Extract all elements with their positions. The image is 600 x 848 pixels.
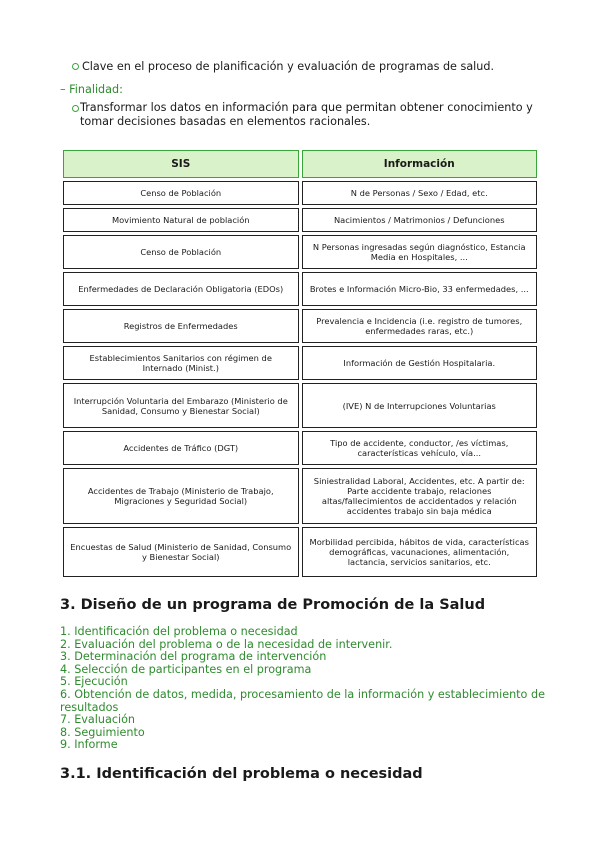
cell-sis: Censo de Población: [63, 235, 299, 269]
list-item: 3. Determinación del programa de intervención: [60, 650, 327, 664]
list-item: 9. Informe: [60, 738, 118, 752]
header-informacion: Información: [302, 150, 538, 178]
circle-bullet-icon: [72, 105, 79, 112]
cell-info: Prevalencia e Incidencia (i.e. registro de tumores, enfermedades raras, etc.): [302, 309, 538, 343]
cell-sis: Accidentes de Tráfico (DGT): [63, 431, 299, 465]
cell-sis: Accidentes de Trabajo (Ministerio de Trabajo, Migraciones y Seguridad Social): [63, 468, 299, 524]
cell-sis: Enfermedades de Declaración Obligatoria (EDOs): [63, 272, 299, 306]
table-row: [63, 383, 537, 428]
table-row: [63, 527, 537, 577]
finalidad-line: [60, 83, 123, 97]
cell-info: Nacimientos / Matrimonios / Defunciones: [302, 208, 538, 232]
intro-bullet-2: [72, 101, 552, 129]
finalidad-label: Finalidad:: [69, 83, 123, 96]
cell-info: (IVE) N de Interrupciones Voluntarias: [302, 383, 538, 428]
list-item: 7. Evaluación: [60, 713, 136, 727]
cell-info: Tipo de accidente, conductor, /es víctimas, características vehículo, vía...: [302, 431, 538, 465]
dash-bullet-icon: –: [60, 83, 70, 96]
list-item: 2. Evaluación del problema o de la necesidad de intervenir.: [60, 637, 393, 651]
sis-table: [60, 147, 540, 580]
cell-info: N de Personas / Sexo / Edad, etc.: [302, 181, 538, 205]
cell-sis: Registros de Enfermedades: [63, 309, 299, 343]
cell-sis: Movimiento Natural de población: [63, 208, 299, 232]
cell-sis: Censo de Población: [63, 181, 299, 205]
section-3-title: 3. Diseño de un programa de Promoción de la Salud: [60, 597, 486, 613]
list-item: 4. Selección de participantes en el programa: [60, 662, 312, 676]
section-3-1-title: 3.1. Identificación del problema o necesidad: [60, 766, 423, 782]
table-row: [63, 468, 537, 524]
circle-bullet-icon: [72, 63, 79, 70]
table-row: [63, 431, 537, 465]
steps-list: [60, 626, 550, 752]
list-item: 1. Identificación del problema o necesidad: [60, 625, 298, 638]
header-sis: SIS: [63, 150, 299, 178]
cell-info: Siniestralidad Laboral, Accidentes, etc. A partir de: Parte accidente trabajo, relaciones altas/fallecimientos de accidentados y relación accidentes trabajo sin baja médica: [302, 468, 538, 524]
cell-sis: Establecimientos Sanitarios con régimen de Internado (Minist.): [63, 346, 299, 380]
cell-sis: Encuestas de Salud (Ministerio de Sanidad, Consumo y Bienestar Social): [63, 527, 299, 577]
list-item: 5. Ejecución: [60, 675, 128, 689]
intro-bullet-2-text: Transformar los datos en información para que permitan obtener conocimiento y tomar decisiones basadas en elementos racionales.: [80, 101, 533, 128]
table-header-row: [63, 150, 537, 178]
cell-info: Información de Gestión Hospitalaria.: [302, 346, 538, 380]
table-row: [63, 309, 537, 343]
intro-bullet-1-text: Clave en el proceso de planificación y evaluación de programas de salud.: [82, 60, 495, 73]
cell-info: Brotes e Información Micro-Bio, 33 enfermedades, ...: [302, 272, 538, 306]
table-row: [63, 208, 537, 232]
list-item: 6. Obtención de datos, medida, procesamiento de la información y establecimiento de resultados: [60, 687, 545, 714]
cell-info: Morbilidad percibida, hábitos de vida, características demográficas, vacunaciones, alimentación, lactancia, servicios sanitarios, etc.: [302, 527, 538, 577]
cell-info: N Personas ingresadas según diagnóstico, Estancia Media en Hospitales, ...: [302, 235, 538, 269]
intro-bullet-1: [72, 60, 494, 74]
table-row: [63, 181, 537, 205]
table-row: [63, 235, 537, 269]
list-item: 8. Seguimiento: [60, 725, 145, 739]
table-row: [63, 346, 537, 380]
cell-sis: Interrupción Voluntaria del Embarazo (Ministerio de Sanidad, Consumo y Bienestar Social): [63, 383, 299, 428]
table-row: [63, 272, 537, 306]
